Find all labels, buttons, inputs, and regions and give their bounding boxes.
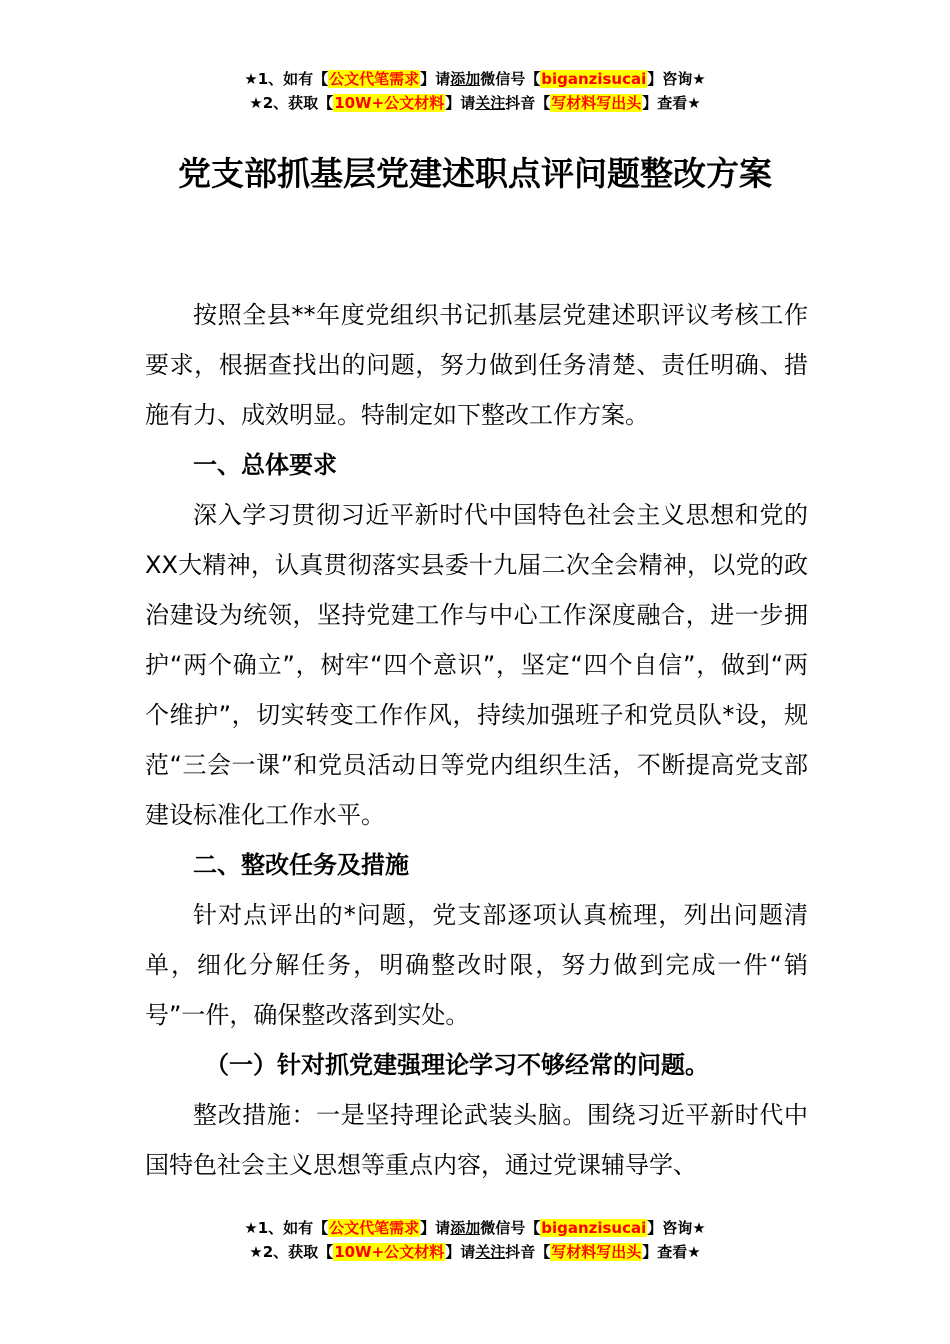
banner-underlined: 添加	[450, 1219, 481, 1237]
banner-text: 抖音【	[505, 94, 551, 112]
banner-highlight: biganzisucai	[541, 1219, 647, 1237]
paragraph: 针对点评出的*问题，党支部逐项认真梳理，列出问题清单，细化分解任务，明确整改时限，努力做到完成一件“销号”一件，确保整改落到实处。	[145, 901, 808, 1029]
banner-text: 】咨询★	[647, 70, 706, 88]
banner-text: 】查看★	[642, 94, 701, 112]
banner-text: 微信号【	[480, 1219, 541, 1237]
subsection-heading: （一）针对抓党建强理论学习不够经常的问题。	[205, 1051, 709, 1079]
banner-highlight: 公文代笔需求	[329, 70, 420, 88]
document-body	[145, 290, 808, 1190]
paragraph: 深入学习贯彻习近平新时代中国特色社会主义思想和党的XX大精神，认真贯彻落实县委十九届二次全会精神，以党的政治建设为统领，坚持党建工作与中心工作深度融合，进一步拥护“两个确立”，树牢“四个意识”，坚定“四个自信”，做到“两个维护”，切实转变工作作风，持续加强班子和党员队*设，规范“三会一课”和党员活动日等党内组织生活，不断提高党支部建设标准化工作水平。	[145, 501, 808, 829]
banner-text: 】请	[420, 70, 451, 88]
banner-text: 微信号【	[480, 70, 541, 88]
banner-highlight: biganzisucai	[541, 70, 647, 88]
document-title: 党支部抓基层党建述职点评问题整改方案	[178, 154, 772, 193]
banner-line-2	[0, 1240, 950, 1264]
banner-text: 】请	[420, 1219, 451, 1237]
banner-highlight: 10W+公文材料	[334, 1243, 445, 1261]
section-heading: 二、整改任务及措施	[193, 851, 409, 879]
banner-underlined: 关注	[475, 1243, 506, 1261]
banner-text: 】请	[445, 1243, 476, 1261]
banner-text: ★1、如有【	[244, 1219, 329, 1237]
banner-text: 】咨询★	[647, 1219, 706, 1237]
banner-highlight: 写材料写出头	[551, 94, 642, 112]
banner-highlight: 写材料写出头	[551, 1243, 642, 1261]
banner-line-1	[0, 67, 950, 91]
banner-text: 】请	[445, 94, 476, 112]
banner-text: 抖音【	[505, 1243, 551, 1261]
banner-highlight: 公文代笔需求	[329, 1219, 420, 1237]
banner-line-1	[0, 1216, 950, 1240]
banner-text: 】查看★	[642, 1243, 701, 1261]
banner-text: ★2、获取【	[249, 1243, 334, 1261]
banner-text: ★2、获取【	[249, 94, 334, 112]
header-banner	[0, 67, 950, 115]
section-heading: 一、总体要求	[193, 451, 337, 479]
banner-highlight: 10W+公文材料	[334, 94, 445, 112]
banner-text: ★1、如有【	[244, 70, 329, 88]
banner-underlined: 关注	[475, 94, 506, 112]
paragraph: 按照全县**年度党组织书记抓基层党建述职评议考核工作要求，根据查找出的问题，努力做到任务清楚、责任明确、措施有力、成效明显。特制定如下整改工作方案。	[145, 301, 808, 429]
banner-line-2	[0, 91, 950, 115]
paragraph: 整改措施：一是坚持理论武装头脑。围绕习近平新时代中国特色社会主义思想等重点内容，通过党课辅导学、	[145, 1101, 808, 1179]
footer-banner	[0, 1216, 950, 1264]
banner-underlined: 添加	[450, 70, 481, 88]
